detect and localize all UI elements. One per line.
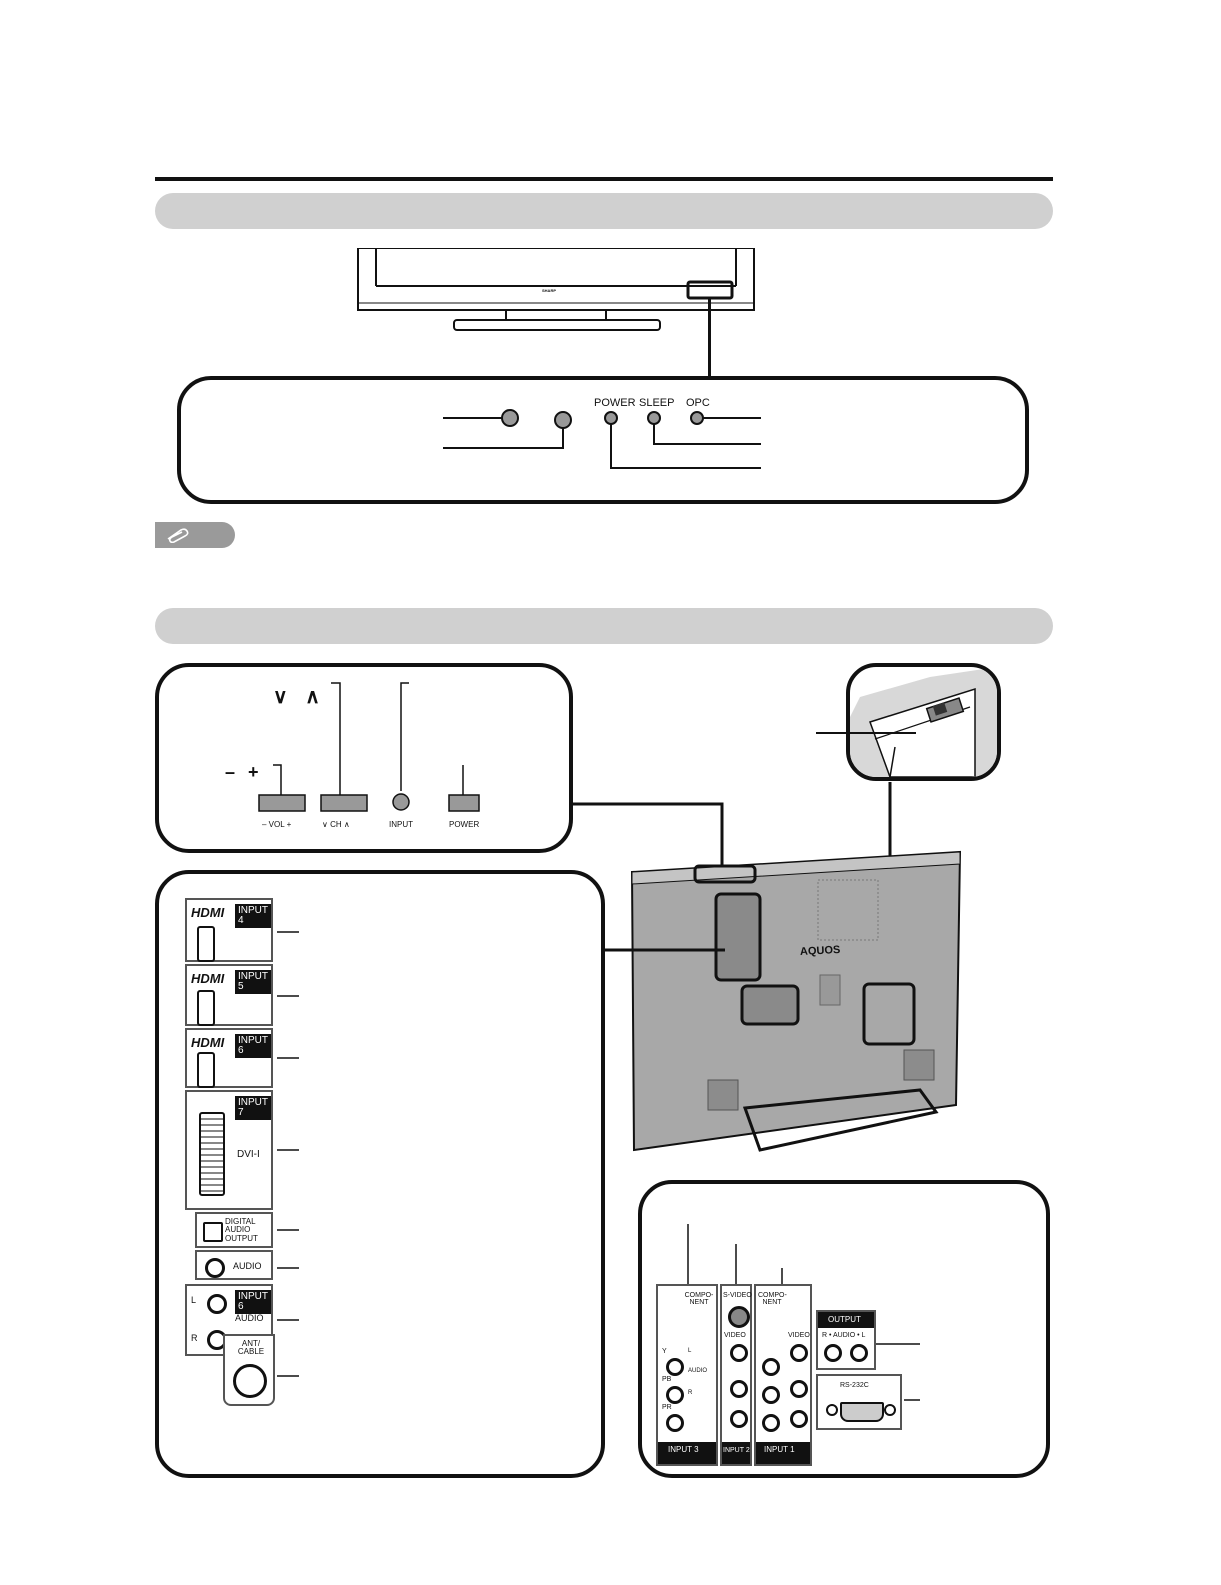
input6-badge: INPUT 6 (235, 1034, 271, 1058)
front-indicator-panel (177, 376, 1029, 504)
rear-terminals-panel (638, 1180, 1050, 1478)
output-l-jack-icon (850, 1344, 868, 1362)
audio-label: AUDIO (233, 1261, 262, 1271)
audio-l-jack-icon (730, 1380, 748, 1398)
power-switch-callout (816, 732, 916, 734)
audio-l-jack-icon (790, 1380, 808, 1398)
vol-symbols: – + (225, 762, 263, 782)
power-button-label: POWER (449, 820, 480, 829)
input7-badge: INPUT 7 (235, 1096, 271, 1120)
svideo-jack-icon (728, 1306, 750, 1328)
rs232c-label: RS-232C (840, 1382, 869, 1389)
svideo-label: S-VIDEO (723, 1292, 752, 1299)
video-jack-icon (790, 1344, 808, 1362)
video-label: VIDEO (724, 1332, 746, 1339)
video2-label: VIDEO (788, 1332, 810, 1339)
y-label: Y (662, 1348, 667, 1355)
screw-icon (826, 1404, 838, 1416)
audio-r-jack-icon (730, 1410, 748, 1428)
output-label: OUTPUT (828, 1315, 861, 1324)
callout-line-front (708, 298, 711, 376)
opc-indicator-label: OPC (686, 397, 710, 409)
audio-r-jack-icon (790, 1410, 808, 1428)
header-rule (155, 177, 1053, 181)
output-r-jack-icon (824, 1344, 842, 1362)
brand-logo: SHARP (542, 288, 557, 293)
sleep-indicator-label: SLEEP (639, 397, 675, 409)
pb-jack-icon (666, 1386, 684, 1404)
db9-connector-icon (840, 1402, 884, 1422)
pb-label: PB (662, 1376, 672, 1383)
pr-label: PR (662, 1404, 672, 1411)
pr-jack-icon (762, 1414, 780, 1432)
note-badge (155, 522, 235, 548)
side-terminals-panel (155, 870, 605, 1478)
y-jack-icon (762, 1358, 780, 1376)
input1-component[interactable] (754, 1284, 812, 1466)
tv-front-illustration (356, 248, 756, 338)
ch-label: ∨ CH ∧ (322, 820, 350, 829)
input3-component[interactable] (656, 1284, 718, 1466)
component-label: COMPO- NENT (684, 1292, 714, 1306)
input1-label: INPUT 1 (764, 1445, 795, 1454)
rs232c-port[interactable] (816, 1374, 902, 1430)
input-label: INPUT (389, 820, 413, 829)
audio-label: AUDIO (688, 1368, 708, 1374)
dvi-label: DVI-I (237, 1149, 260, 1160)
y-jack-icon (666, 1358, 684, 1376)
component2-label: COMPO- NENT (758, 1292, 787, 1306)
vol-label: – VOL + (262, 820, 292, 829)
audio-sub-label: AUDIO (235, 1313, 264, 1323)
side-callout-line (600, 940, 730, 960)
screw-icon (884, 1404, 896, 1416)
pr-jack-icon (666, 1414, 684, 1432)
input6-audio-badge: INPUT 6 (235, 1290, 271, 1314)
ch-arrow-symbols: ∨ ∧ (273, 686, 326, 708)
tv-rear-illustration (620, 850, 965, 1160)
input4-badge: INPUT 4 (235, 904, 271, 928)
aquos-logo: AQUOS (799, 943, 841, 959)
ant-cable-label: ANT/ CABLE (237, 1339, 265, 1356)
input3-label: INPUT 3 (668, 1445, 699, 1454)
r-audio-l-label: R • AUDIO • L (822, 1332, 866, 1339)
hdmi-logo: HDMI (191, 971, 225, 986)
main-power-switch-inset (846, 663, 1001, 781)
video-jack-icon (730, 1344, 748, 1362)
power-indicator-label: POWER (594, 397, 636, 409)
digital-audio-label: DIGITAL AUDIO OUTPUT (225, 1217, 258, 1243)
section-bar-rear (155, 608, 1053, 644)
input2-label: INPUT 2 (723, 1447, 750, 1454)
hdmi-logo: HDMI (191, 905, 225, 920)
audio-output[interactable] (816, 1310, 876, 1370)
input2-svideo[interactable] (720, 1284, 752, 1466)
r-label: R (191, 1333, 198, 1343)
l-label: L (688, 1348, 692, 1354)
l-label: L (191, 1295, 197, 1305)
hdmi-logo: HDMI (191, 1035, 225, 1050)
section-bar-front (155, 193, 1053, 229)
pb-jack-icon (762, 1386, 780, 1404)
input5-badge: INPUT 5 (235, 970, 271, 994)
r-label: R (688, 1390, 693, 1396)
paperclip-icon (165, 527, 191, 543)
top-control-panel (155, 663, 573, 853)
